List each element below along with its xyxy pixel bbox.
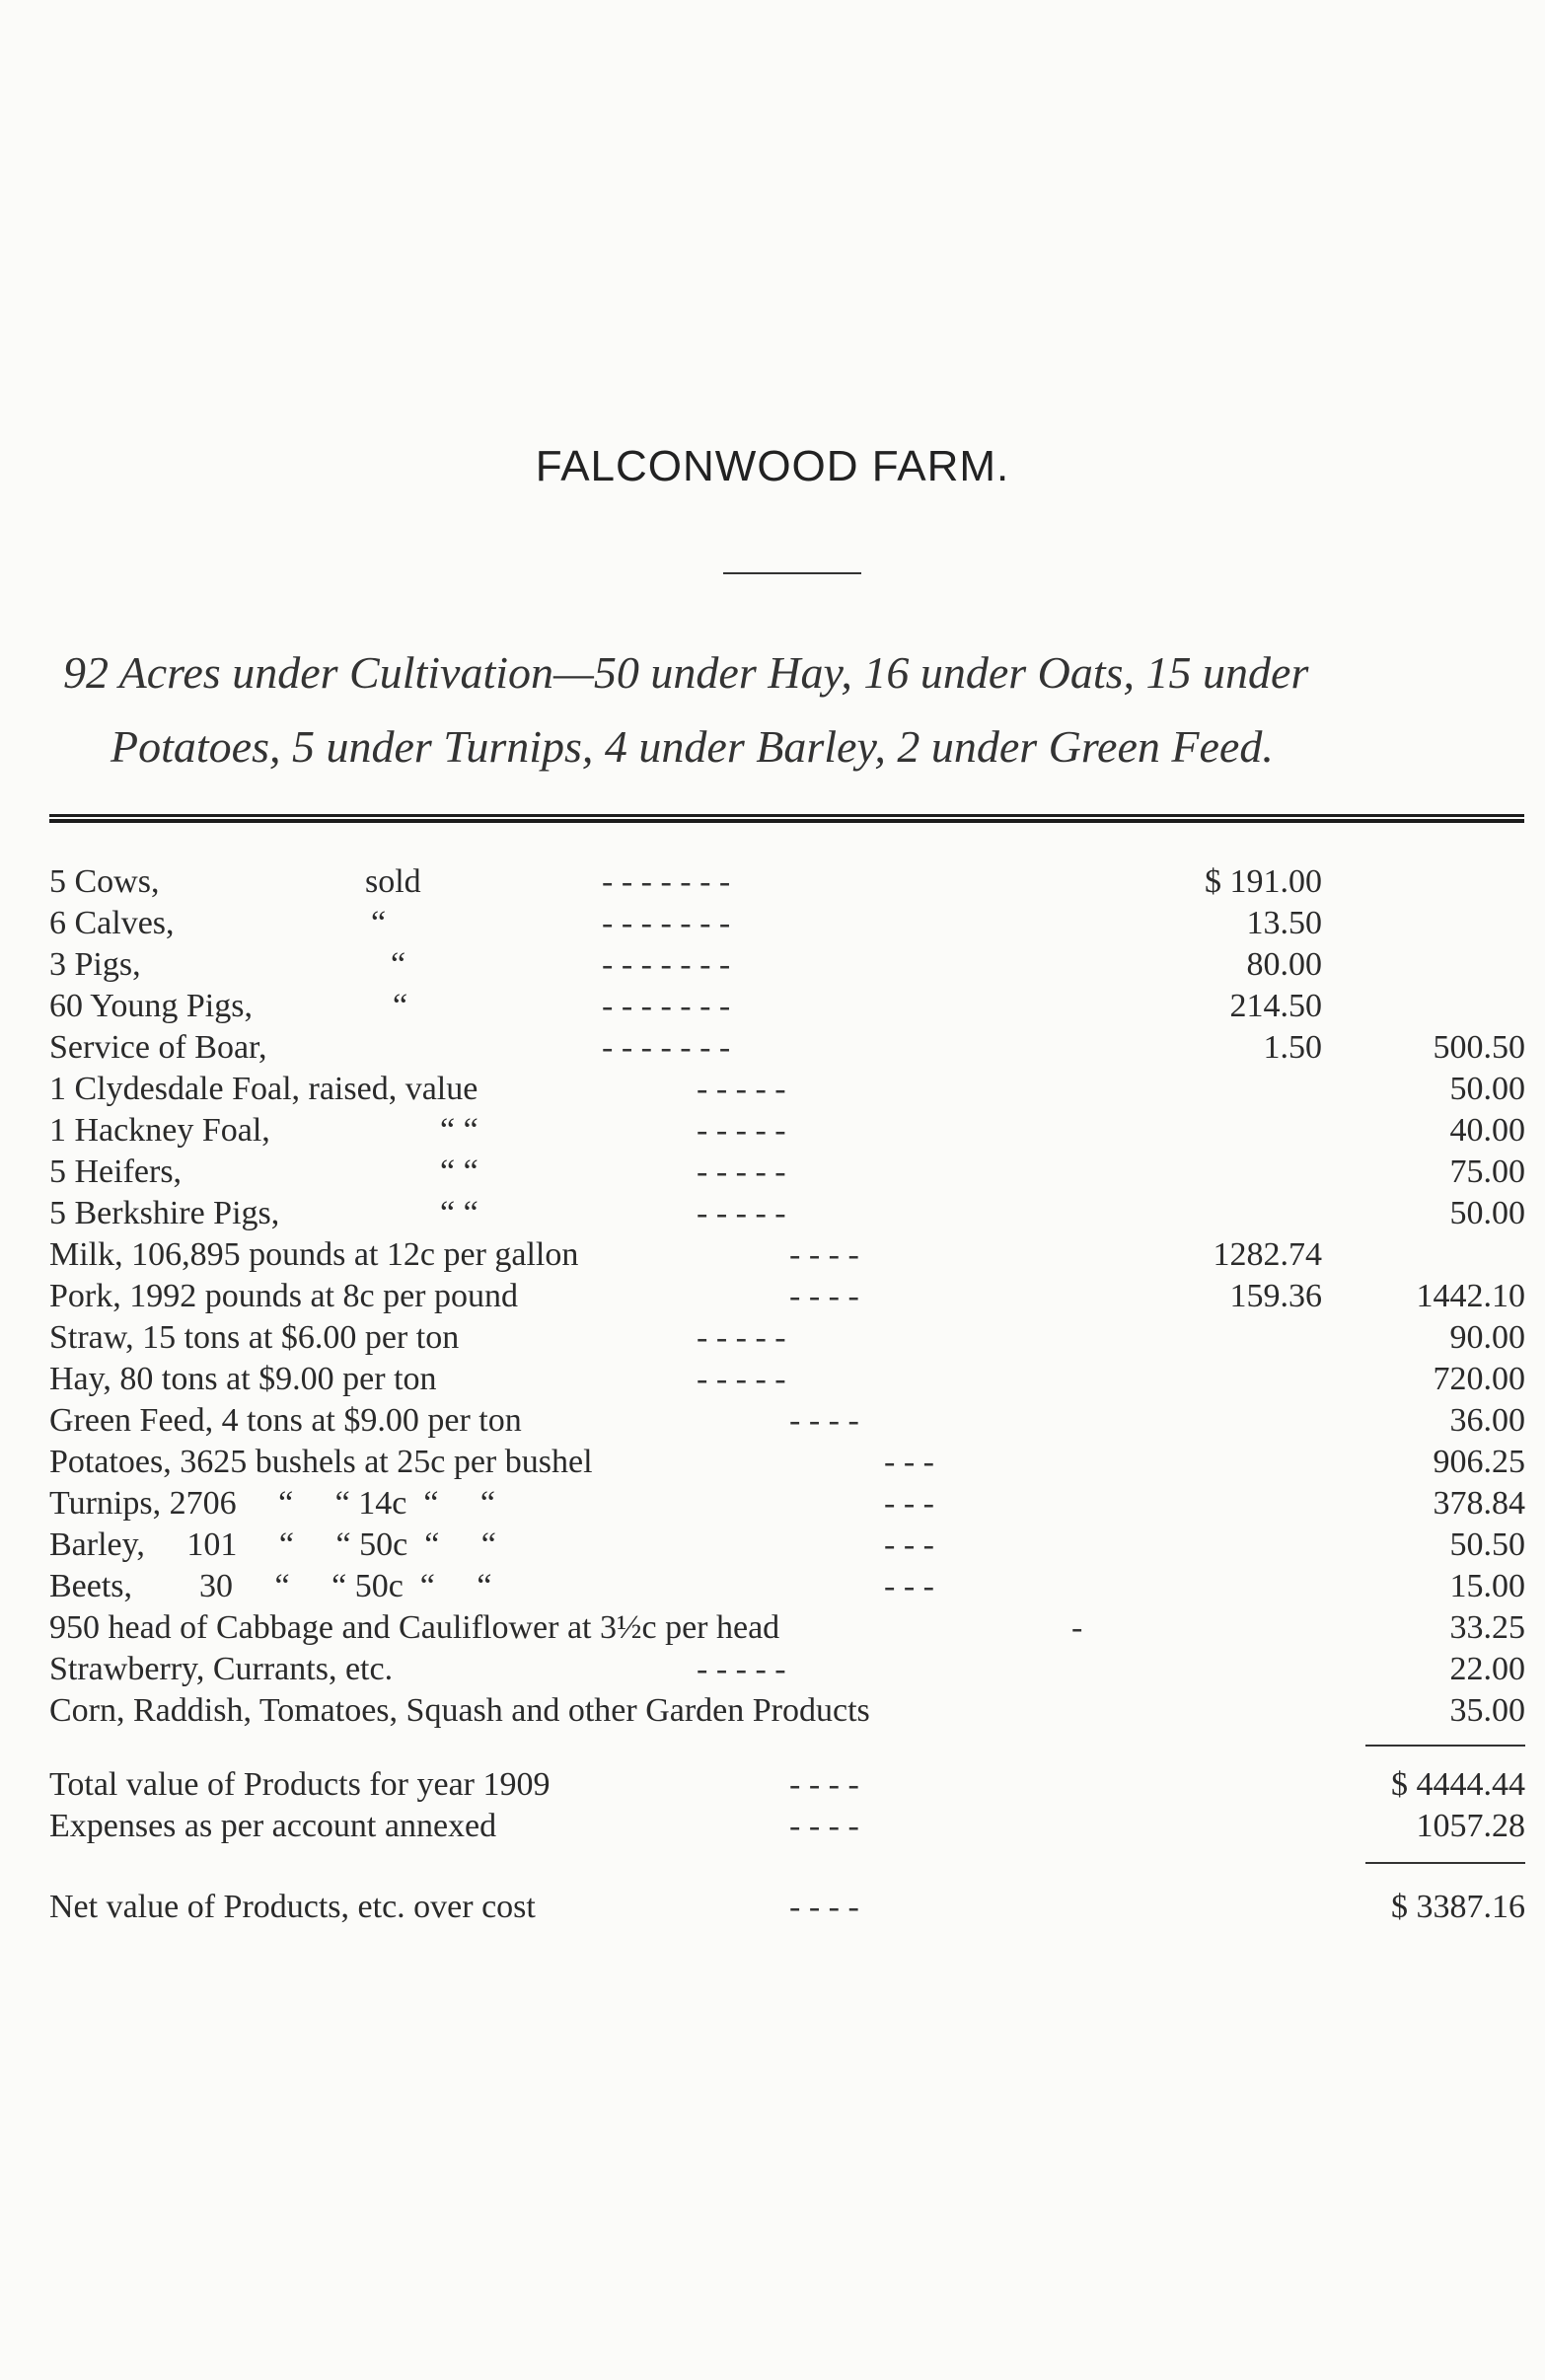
row-description: Strawberry, Currants, etc. xyxy=(49,1651,394,1687)
ledger-row xyxy=(0,1110,1545,1152)
leader-dashes: - - - - - - - xyxy=(602,988,731,1024)
row-total: 906.25 xyxy=(1433,1444,1525,1480)
row-description: Service of Boar, xyxy=(49,1029,267,1066)
row-description: 60 Young Pigs, xyxy=(49,988,253,1024)
ledger-row xyxy=(0,1483,1545,1525)
leader-dashes: - - - - - xyxy=(697,1112,786,1149)
leader-dashes: - - - - - - - xyxy=(602,905,731,941)
row-description: 3 Pigs, xyxy=(49,946,141,983)
row-description: Hay, 80 tons at $9.00 per ton xyxy=(49,1361,437,1397)
ledger-row xyxy=(0,1607,1545,1649)
row-description: Pork, 1992 pounds at 8c per pound xyxy=(49,1278,519,1314)
row-total: 378.84 xyxy=(1433,1485,1525,1522)
leader-dashes: - - - - - xyxy=(697,1319,786,1356)
total-row xyxy=(0,1887,1545,1928)
row-description: Straw, 15 tons at $6.00 per ton xyxy=(49,1319,460,1356)
ledger-row xyxy=(0,1649,1545,1690)
leader-dashes: - - - - xyxy=(789,1889,859,1925)
ledger-row xyxy=(0,1566,1545,1607)
row-total: 33.25 xyxy=(1449,1609,1525,1646)
row-total: 36.00 xyxy=(1449,1402,1525,1439)
leader-dashes: - - - - xyxy=(789,1766,859,1803)
row-description: 5 Berkshire Pigs, xyxy=(49,1195,280,1231)
subtitle-line-2: Potatoes, 5 under Turnips, 4 under Barley, 2 under Green Feed. xyxy=(110,721,1274,772)
total-value: $ 4444.44 xyxy=(1391,1766,1525,1803)
total-description: Total value of Products for year 1909 xyxy=(49,1766,551,1803)
ledger-row xyxy=(0,1027,1545,1069)
row-total: 35.00 xyxy=(1449,1692,1525,1729)
row-description: 5 Heifers, xyxy=(49,1153,183,1190)
row-total: 15.00 xyxy=(1449,1568,1525,1604)
row-description: Turnips, 2706 “ “ 14c “ “ xyxy=(49,1485,496,1522)
row-total: 22.00 xyxy=(1449,1651,1525,1687)
row-subtotal: 214.50 xyxy=(1229,988,1322,1024)
row-description: Corn, Raddish, Tomatoes, Squash and other Garden Products xyxy=(49,1692,870,1729)
row-total: 500.50 xyxy=(1433,1029,1525,1066)
total-description: Expenses as per account annexed xyxy=(49,1808,497,1844)
row-note: “ xyxy=(391,946,406,983)
total-description: Net value of Products, etc. over cost xyxy=(49,1889,536,1925)
leader-dashes: - - - - - - - xyxy=(602,863,731,900)
leader-dashes: - - - - - xyxy=(697,1361,786,1397)
row-note: “ xyxy=(393,988,408,1024)
ledger-row xyxy=(0,944,1545,986)
leader-dashes: - - - xyxy=(884,1526,934,1563)
leader-dashes: - - - - xyxy=(789,1808,859,1844)
row-description: 6 Calves, xyxy=(49,905,175,941)
leader-dashes: - - - - - - - xyxy=(602,946,731,983)
leader-dashes: - - - - xyxy=(789,1402,859,1439)
row-total: 40.00 xyxy=(1449,1112,1525,1149)
ledger-row xyxy=(0,1152,1545,1193)
row-note: “ “ xyxy=(440,1153,478,1190)
row-total: 50.00 xyxy=(1449,1071,1525,1107)
ledger-row xyxy=(0,861,1545,903)
ledger-row xyxy=(0,1276,1545,1317)
ledger-row xyxy=(0,1525,1545,1566)
row-subtotal: 1282.74 xyxy=(1213,1236,1322,1273)
row-note: “ “ xyxy=(440,1112,478,1149)
ledger-row xyxy=(0,1193,1545,1234)
row-description: Beets, 30 “ “ 50c “ “ xyxy=(49,1568,492,1604)
ledger-row xyxy=(0,1442,1545,1483)
leader-dashes: - xyxy=(1071,1609,1083,1646)
row-description: 1 Clydesdale Foal, raised, value xyxy=(49,1071,478,1107)
row-total: 50.00 xyxy=(1449,1195,1525,1231)
ledger-row xyxy=(0,986,1545,1027)
row-description: 1 Hackney Foal, xyxy=(49,1112,270,1149)
ledger-row xyxy=(0,1690,1545,1732)
row-subtotal: 159.36 xyxy=(1229,1278,1322,1314)
row-description: Barley, 101 “ “ 50c “ “ xyxy=(49,1526,496,1563)
row-description: 950 head of Cabbage and Cauliflower at 3½c per head xyxy=(49,1609,780,1646)
total-row xyxy=(0,1764,1545,1806)
leader-dashes: - - - - xyxy=(789,1236,859,1273)
leader-dashes: - - - - - xyxy=(697,1651,786,1687)
ledger-row xyxy=(0,1359,1545,1400)
row-note: “ xyxy=(371,905,387,941)
row-description: Green Feed, 4 tons at $9.00 per ton xyxy=(49,1402,522,1439)
leader-dashes: - - - xyxy=(884,1444,934,1480)
row-note: sold xyxy=(365,863,421,900)
leader-dashes: - - - xyxy=(884,1568,934,1604)
row-subtotal: 1.50 xyxy=(1263,1029,1322,1066)
sum-rule xyxy=(1365,1745,1525,1747)
ledger-row xyxy=(0,1069,1545,1110)
leader-dashes: - - - - - - - xyxy=(602,1029,731,1066)
ledger-row xyxy=(0,903,1545,944)
leader-dashes: - - - - - xyxy=(697,1071,786,1107)
total-value: $ 3387.16 xyxy=(1391,1889,1525,1925)
row-subtotal: $ 191.00 xyxy=(1205,863,1322,900)
row-total: 1442.10 xyxy=(1416,1278,1525,1314)
total-value: 1057.28 xyxy=(1416,1808,1525,1844)
row-subtotal: 80.00 xyxy=(1246,946,1322,983)
row-total: 50.50 xyxy=(1449,1526,1525,1563)
row-total: 720.00 xyxy=(1433,1361,1525,1397)
page-title: FALCONWOOD FARM. xyxy=(535,442,1010,490)
subtitle-line-1: 92 Acres under Cultivation—50 under Hay, 16 under Oats, 15 under xyxy=(63,647,1309,698)
row-total: 75.00 xyxy=(1449,1153,1525,1190)
row-description: Milk, 106,895 pounds at 12c per gallon xyxy=(49,1236,579,1273)
sum-rule xyxy=(1365,1862,1525,1864)
leader-dashes: - - - - - xyxy=(697,1153,786,1190)
row-description: Potatoes, 3625 bushels at 25c per bushel xyxy=(49,1444,593,1480)
leader-dashes: - - - - xyxy=(789,1278,859,1314)
total-row xyxy=(0,1806,1545,1847)
leader-dashes: - - - xyxy=(884,1485,934,1522)
row-total: 90.00 xyxy=(1449,1319,1525,1356)
leader-dashes: - - - - - xyxy=(697,1195,786,1231)
row-note: “ “ xyxy=(440,1195,478,1231)
ledger-row xyxy=(0,1317,1545,1359)
row-description: 5 Cows, xyxy=(49,863,160,900)
row-subtotal: 13.50 xyxy=(1246,905,1322,941)
ledger-row xyxy=(0,1234,1545,1276)
ledger-row xyxy=(0,1400,1545,1442)
